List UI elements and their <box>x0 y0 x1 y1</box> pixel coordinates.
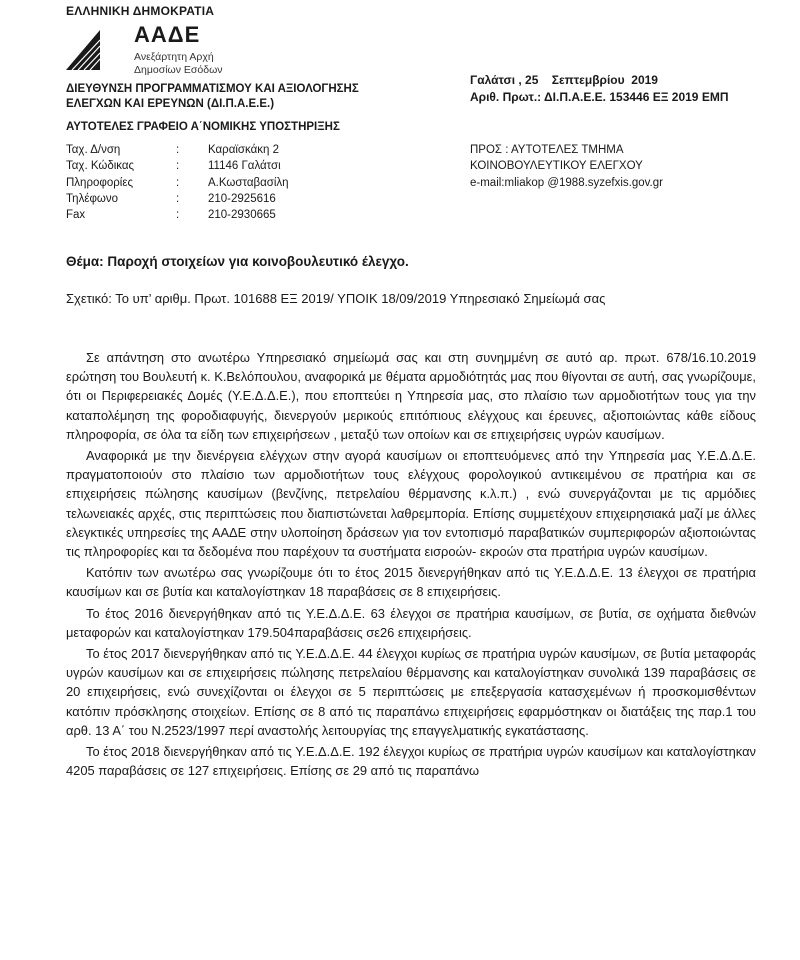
republic-heading: ΕΛΛΗΝΙΚΗ ΔΗΜΟΚΡΑΤΙΑ <box>66 4 215 18</box>
contact-label: Πληροφορίες <box>66 176 134 189</box>
recipient-line: ΠΡΟΣ : ΑΥΤΟΤΕΛΕΣ ΤΜΗΜΑ <box>470 144 624 156</box>
contact-colon: : <box>176 160 180 173</box>
logo-block <box>66 22 466 80</box>
aade-logo-icon <box>66 30 100 70</box>
contact-label: Τηλέφωνο <box>66 192 119 205</box>
org-subtitle-line: Ανεξάρτητη Αρχή <box>134 51 214 63</box>
letter-date: Γαλάτσι , 25 Σεπτεμβρίου 2019 <box>470 73 658 87</box>
org-subtitle <box>134 51 223 77</box>
contact-details <box>66 142 289 223</box>
body-paragraph: Το έτος 2016 διενεργήθηκαν από τις Υ.Ε.Δ.Δ.Ε. 63 έλεγχοι σε πρατήρια καυσίμων, σε βυτία, σε οχήματα διεθνών μεταφορών και καταλογίστηκαν 179.504παραβάσεις σε26 επιχειρήσεις. <box>66 605 756 640</box>
contact-row <box>66 191 289 207</box>
body-paragraph: Αναφορικά με την διενέργεια ελέγχων στην αγορά καυσίμων οι εποπτευόμενες από την Υπηρεσία μας Υ.Ε.Δ.Δ.Ε. πραγματοποιούν στο πλαίσιο των αρμοδιοτήτων τους ελέγχους φορολογικού αντικειμένου σε πρατήρια και σε επιχειρήσεις πώλησης καυσίμων (βενζίνης, πετρελαίου θέρμανσης κ.λ.π.) , ενώ συνεργάζονται με τις αρμόδιες τελωνειακές αρχές, στις περιπτώσεις που διαπιστώνεται λαθρεμπορία. Επίσης συμμετέχουν επιχειρησιακά μαζί με άλλες ελεγκτικές υπηρεσίες της ΑΑΔΕ στην υλοποίηση δράσεων για τον εντοπισμό παραβατικών συμπεριφορών αξιοποιώντας τις πληροφορίες και τα δεδομένα που παρέχουν τα συστήματα εισροών- εκροών στα πρατήρια υγρών καυσίμων. <box>66 448 756 560</box>
directorate-line: ΕΛΕΓΧΩΝ ΚΑΙ ΕΡΕΥΝΩΝ (ΔΙ.Π.Α.Ε.Ε.) <box>66 98 275 110</box>
directorate-name <box>66 82 466 112</box>
body-paragraph: Το έτος 2018 διενεργήθηκαν από τις Υ.Ε.Δ.Δ.Ε. 192 έλεγχοι κυρίως σε πρατήρια υγρών καυσίμων και καταλογίστηκαν 4205 παραβάσεις σε 127 επιχειρήσεις. Επίσης σε 29 από τις παραπάνω <box>66 744 756 779</box>
office-name: ΑΥΤΟΤΕΛΕΣ ΓΡΑΦΕΙΟ Α΄ΝΟΜΙΚΗΣ ΥΠΟΣΤΗΡΙΞΗΣ <box>66 121 340 133</box>
contact-label: Ταχ. Δ/νση <box>66 144 121 156</box>
contact-value: 210-2930665 <box>208 209 276 222</box>
recipient-line: ΚΟΙΝΟΒΟΥΛΕΥΤΙΚΟΥ ΕΛΕΓΧΟΥ <box>470 160 643 173</box>
contact-value: 210-2925616 <box>208 192 276 205</box>
letter-body <box>66 348 756 782</box>
recipient-block <box>470 142 790 191</box>
contact-colon: : <box>176 192 180 205</box>
contact-label: Fax <box>66 209 86 222</box>
protocol-number: Αριθ. Πρωτ.: ΔΙ.Π.Α.Ε.Ε. 153446 ΕΞ 2019 ΕΜΠ <box>470 90 729 104</box>
contact-label: Ταχ. Κώδικας <box>66 160 135 173</box>
contact-row <box>66 158 289 174</box>
directorate-line: ΔΙΕΥΘΥΝΣΗ ΠΡΟΓΡΑΜΜΑΤΙΣΜΟΥ ΚΑΙ ΑΞΙΟΛΟΓΗΣΗΣ <box>66 83 359 95</box>
contact-value: Καραϊσκάκη 2 <box>208 144 280 156</box>
org-name: ΑΑΔΕ <box>134 22 201 47</box>
contact-row <box>66 175 289 191</box>
letterhead <box>66 4 466 133</box>
contact-value: Α.Κωσταβασίλη <box>208 176 289 189</box>
org-subtitle-line: Δημοσίων Εσόδων <box>134 64 223 76</box>
subject-line: Θέμα: Παροχή στοιχείων για κοινοβουλευτικό έλεγχο. <box>66 254 409 269</box>
contact-value: 11146 Γαλάτσι <box>208 160 281 173</box>
body-paragraph: Σε απάντηση στο ανωτέρω Υπηρεσιακό σημείωμά σας και στη συνημμένη σε αυτό αρ. πρωτ. 678/16.10.2019 ερώτηση του Βουλευτή κ. Κ.Βελόπουλου, αναφορικά με θέματα αρμοδιότητάς μας που θίγονται σε αυτή, σας γνωρίζουμε, ότι οι Περιφερειακές Δομές (Υ.Ε.Δ.Δ.Ε.), που εποπτεύει η Υπηρεσία μας, στο πλαίσιο των αρμοδιοτήτων τους για την καταπολέμηση της φοροδιαφυγής, διενεργούν μερικούς επιτόπιους ελέγχους και έρευνες, αξιοποιώντας κάθε είδους πληροφορία, σε όλα τα είδη των επιχειρήσεων , μεταξύ των οποίων και σε επιχειρήσεις υγρών καυσίμων. <box>66 350 756 442</box>
body-paragraph: Κατόπιν των ανωτέρω σας γνωρίζουμε ότι το έτος 2015 διενεργήθηκαν από τις Υ.Ε.Δ.Δ.Ε. 13 έλεγχοι σε πρατήρια καυσίμων και σε βυτία και καταλογίστηκαν 18 παραβάσεις σε 8 επιχειρήσεις. <box>66 565 756 600</box>
contact-row <box>66 207 289 223</box>
contact-colon: : <box>176 209 180 222</box>
contact-colon: : <box>176 176 180 189</box>
date-protocol-block <box>470 72 790 106</box>
related-reference: Σχετικό: Το υπ’ αριθμ. Πρωτ. 101688 ΕΞ 2019/ ΥΠΟΙΚ 18/09/2019 Υπηρεσιακό Σημείωμά σας <box>66 291 606 306</box>
recipient-email: e-mail:mliakop @1988.syzefxis.gov.gr <box>470 176 663 189</box>
body-paragraph: Το έτος 2017 διενεργήθηκαν από τις Υ.Ε.Δ.Δ.Ε. 44 έλεγχοι κυρίως σε πρατήρια υγρών καυσίμων, σε βυτία μεταφοράς υγρών καυσίμων και σε επιχειρήσεις πώλησης πετρελαίου θέρμανσης και καταλογίστηκαν συνολικά 139 παραβάσεις σε 20 επιχειρήσεις, ενώ συνεχίζονται οι έλεγχοι σε 5 περιπτώσεις με επεξεργασία κατασχεμένων ή προσκομισθέντων κατόπιν πρόσκλησης στοιχείων. Επίσης σε 8 από τις παραπάνω επιχειρήσεις εφαρμόστηκαν οι διατάξεις της παρ.1 του αρθ. 13 Α΄ του Ν.2523/1997 περί αναστολής λειτουργίας της επαγγελματικής εγκατάστασης. <box>66 646 756 738</box>
contact-row <box>66 142 289 158</box>
contact-colon: : <box>176 144 180 156</box>
